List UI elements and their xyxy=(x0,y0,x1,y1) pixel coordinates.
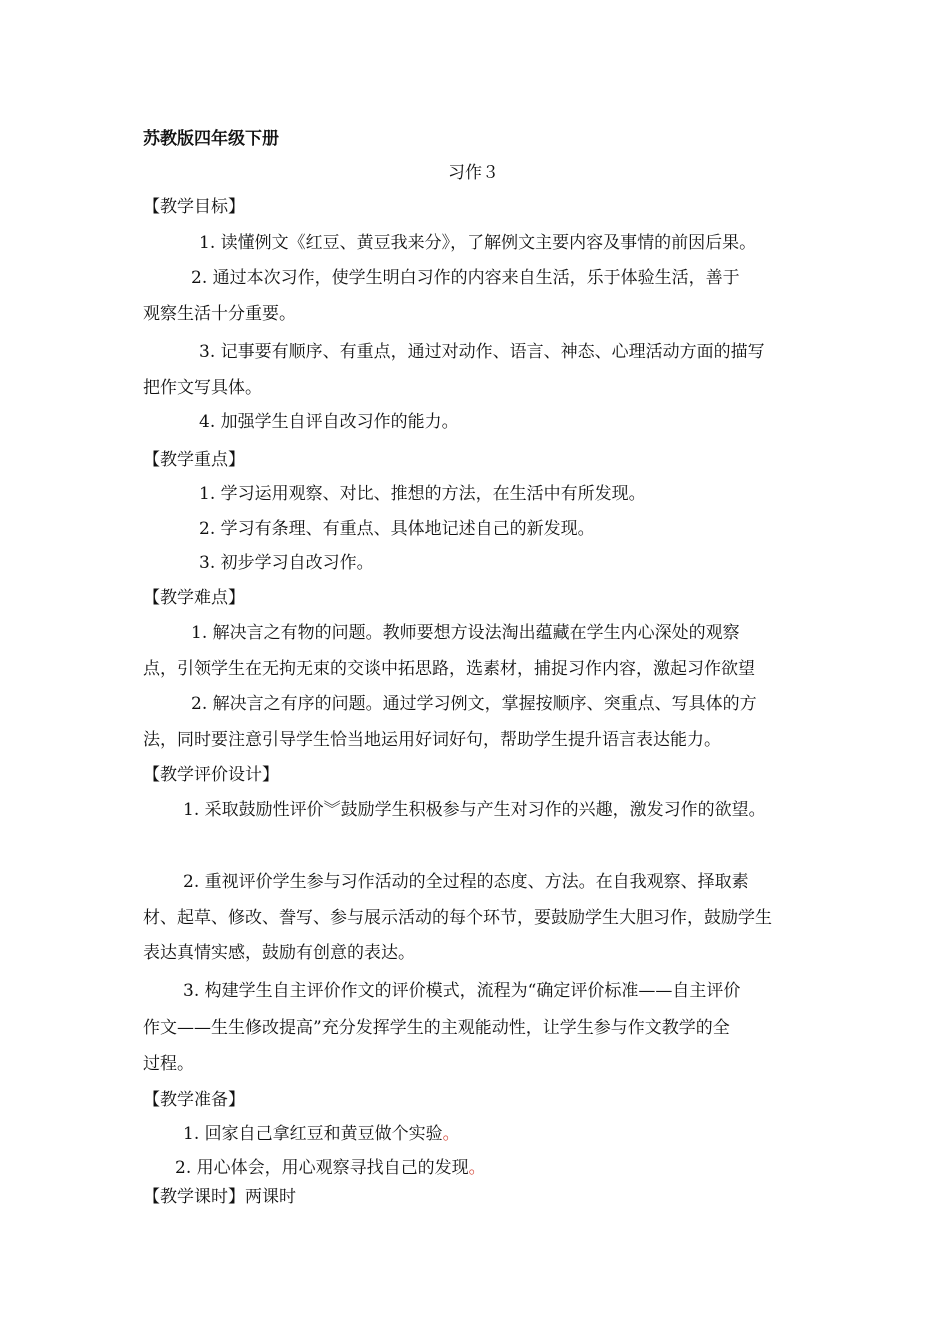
evaluation-item-2-line-2: 材、起草、修改、誊写、参与展示活动的每个环节，要鼓励学生大胆习作，鼓励学生 xyxy=(143,908,772,928)
preparation-item-1-text: 1. 回家自己拿红豆和黄豆做个实验 xyxy=(183,1124,443,1144)
preparation-item-1-mark: 。 xyxy=(442,1124,460,1144)
evaluation-item-3-line-2: 作文——生生修改提高”充分发挥学生的主观能动性，让学生参与作文教学的全 xyxy=(143,1018,730,1038)
evaluation-item-3-line-1: 3. 构建学生自主评价作文的评价模式，流程为“确定评价标准——自主评价 xyxy=(183,981,741,1001)
evaluation-item-1: 1. 采取鼓励性评价︾鼓励学生积极参与产生对习作的兴趣，激发习作的欲望。 xyxy=(183,800,766,820)
goal-item-3-line-1: 3. 记事要有顺序、有重点，通过对动作、语言、神态、心理活动方面的描写 xyxy=(199,342,765,362)
section-heading-evaluation: 【教学评价设计】 xyxy=(143,765,279,785)
section-heading-key-points: 【教学重点】 xyxy=(143,450,245,470)
difficulty-item-1-line-1: 1. 解决言之有物的问题。教师要想方设法淘出蕴藏在学生内心深处的观察 xyxy=(191,623,740,643)
periods-value: 两课时 xyxy=(245,1187,296,1207)
preparation-item-2-mark: 。 xyxy=(468,1158,486,1178)
difficulty-item-1-line-2: 点，引领学生在无拘无束的交谈中拓思路，选素材，捕捉习作内容，激起习作欲望 xyxy=(143,659,755,679)
evaluation-item-2-line-1: 2. 重视评价学生参与习作活动的全过程的态度、方法。在自我观察、择取素 xyxy=(183,872,749,892)
section-heading-difficulties: 【教学难点】 xyxy=(143,588,245,608)
goal-item-3-line-2: 把作文写具体。 xyxy=(143,378,262,398)
evaluation-item-2-line-3: 表达真情实感，鼓励有创意的表达。 xyxy=(143,943,415,963)
key-point-item-1: 1. 学习运用观察、对比、推想的方法，在生活中有所发现。 xyxy=(199,484,646,504)
evaluation-item-3-line-3: 过程。 xyxy=(143,1054,194,1074)
difficulty-item-2-line-1: 2. 解决言之有序的问题。通过学习例文，掌握按顺序、突重点、写具体的方 xyxy=(191,694,757,714)
preparation-item-2-text: 2. 用心体会，用心观察寻找自己的发现 xyxy=(175,1158,469,1178)
grade-header: 苏教版四年级下册 xyxy=(143,129,279,149)
section-heading-goals: 【教学目标】 xyxy=(143,197,245,217)
difficulty-item-2-line-2: 法，同时要注意引导学生恰当地运用好词好句，帮助学生提升语言表达能力。 xyxy=(143,730,721,750)
preparation-item-1 xyxy=(183,1123,460,1145)
goal-item-1: 1. 读懂例文《红豆、黄豆我来分》，了解例文主要内容及事情的前因后果。 xyxy=(199,233,757,253)
document-title: 习作３ xyxy=(448,163,499,183)
periods-line xyxy=(143,1186,296,1208)
goal-item-4: 4. 加强学生自评自改习作的能力。 xyxy=(199,412,459,432)
key-point-item-3: 3. 初步学习自改习作。 xyxy=(199,553,374,573)
goal-item-2-line-1: 2. 通过本次习作，使学生明白习作的内容来自生活，乐于体验生活，善于 xyxy=(191,268,740,288)
goal-item-2-line-2: 观察生活十分重要。 xyxy=(143,304,296,324)
preparation-item-2 xyxy=(175,1157,486,1179)
key-point-item-2: 2. 学习有条理、有重点、具体地记述自己的新发现。 xyxy=(199,519,595,539)
section-heading-preparation: 【教学准备】 xyxy=(143,1090,245,1110)
section-heading-periods: 【教学课时】 xyxy=(143,1187,245,1207)
